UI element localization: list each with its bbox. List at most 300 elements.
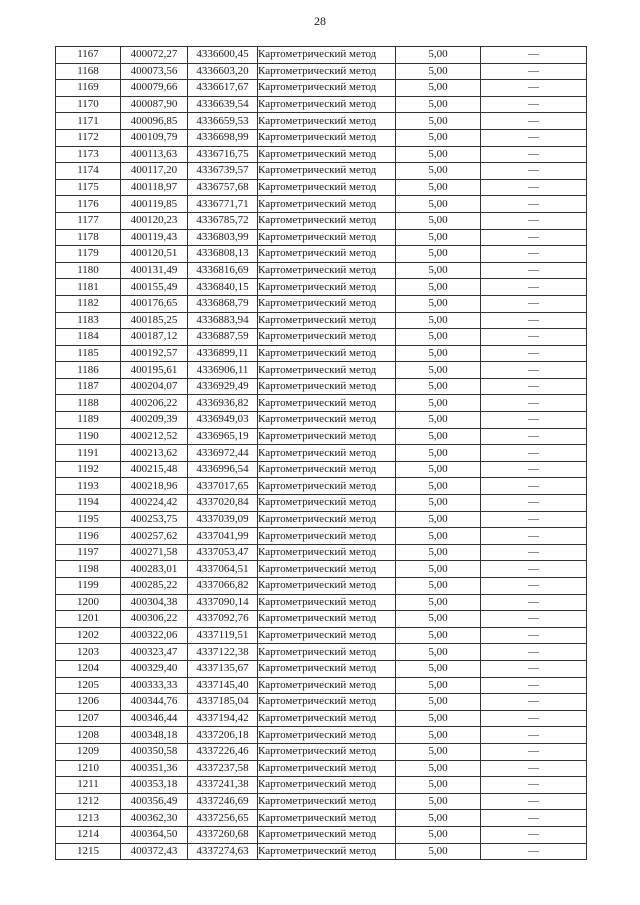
- table-row: [56, 96, 587, 113]
- point-number-cell: 1183: [56, 312, 121, 329]
- x-coordinate-cell: 400257,62: [121, 528, 188, 545]
- accuracy-cell: 5,00: [396, 511, 481, 528]
- accuracy-cell: 5,00: [396, 312, 481, 329]
- accuracy-cell: 5,00: [396, 843, 481, 860]
- x-coordinate-cell: 400120,23: [121, 212, 188, 229]
- x-coordinate-cell: 400283,01: [121, 561, 188, 578]
- y-coordinate-cell: 4336949,03: [188, 412, 258, 429]
- point-number-cell: 1196: [56, 528, 121, 545]
- method-cell: Картометрический метод: [258, 660, 396, 677]
- accuracy-cell: 5,00: [396, 395, 481, 412]
- point-number-cell: 1186: [56, 362, 121, 379]
- accuracy-cell: 5,00: [396, 345, 481, 362]
- x-coordinate-cell: 400204,07: [121, 378, 188, 395]
- method-cell: Картометрический метод: [258, 129, 396, 146]
- point-number-cell: 1203: [56, 644, 121, 661]
- y-coordinate-cell: 4336840,15: [188, 279, 258, 296]
- x-coordinate-cell: 400353,18: [121, 777, 188, 794]
- accuracy-cell: 5,00: [396, 544, 481, 561]
- table-row: [56, 279, 587, 296]
- note-cell: —: [481, 760, 587, 777]
- x-coordinate-cell: 400109,79: [121, 129, 188, 146]
- y-coordinate-cell: 4337246,69: [188, 793, 258, 810]
- page-number: 28: [314, 14, 326, 28]
- accuracy-cell: 5,00: [396, 495, 481, 512]
- point-number-cell: 1215: [56, 843, 121, 860]
- point-number-cell: 1191: [56, 445, 121, 462]
- x-coordinate-cell: 400113,63: [121, 146, 188, 163]
- accuracy-cell: 5,00: [396, 80, 481, 97]
- y-coordinate-cell: 4337256,65: [188, 810, 258, 827]
- y-coordinate-cell: 4336972,44: [188, 445, 258, 462]
- note-cell: —: [481, 528, 587, 545]
- accuracy-cell: 5,00: [396, 627, 481, 644]
- accuracy-cell: 5,00: [396, 63, 481, 80]
- table-row: [56, 113, 587, 130]
- note-cell: —: [481, 611, 587, 628]
- point-number-cell: 1175: [56, 179, 121, 196]
- method-cell: Картометрический метод: [258, 378, 396, 395]
- note-cell: —: [481, 544, 587, 561]
- note-cell: —: [481, 412, 587, 429]
- note-cell: —: [481, 594, 587, 611]
- y-coordinate-cell: 4337194,42: [188, 710, 258, 727]
- method-cell: Картометрический метод: [258, 113, 396, 130]
- method-cell: Картометрический метод: [258, 627, 396, 644]
- method-cell: Картометрический метод: [258, 47, 396, 64]
- table-row: [56, 793, 587, 810]
- table-row: [56, 212, 587, 229]
- method-cell: Картометрический метод: [258, 495, 396, 512]
- note-cell: —: [481, 561, 587, 578]
- note-cell: —: [481, 627, 587, 644]
- table-row: [56, 295, 587, 312]
- method-cell: Картометрический метод: [258, 312, 396, 329]
- table-row: [56, 395, 587, 412]
- method-cell: Картометрический метод: [258, 578, 396, 595]
- table-row: [56, 146, 587, 163]
- x-coordinate-cell: 400323,47: [121, 644, 188, 661]
- method-cell: Картометрический метод: [258, 544, 396, 561]
- table-row: [56, 378, 587, 395]
- point-number-cell: 1188: [56, 395, 121, 412]
- method-cell: Картометрический метод: [258, 710, 396, 727]
- y-coordinate-cell: 4337041,99: [188, 528, 258, 545]
- note-cell: —: [481, 47, 587, 64]
- note-cell: —: [481, 179, 587, 196]
- x-coordinate-cell: 400285,22: [121, 578, 188, 595]
- note-cell: —: [481, 163, 587, 180]
- point-number-cell: 1210: [56, 760, 121, 777]
- accuracy-cell: 5,00: [396, 760, 481, 777]
- table-row: [56, 810, 587, 827]
- table-row: [56, 312, 587, 329]
- y-coordinate-cell: 4336785,72: [188, 212, 258, 229]
- x-coordinate-cell: 400119,85: [121, 196, 188, 213]
- accuracy-cell: 5,00: [396, 578, 481, 595]
- point-number-cell: 1190: [56, 428, 121, 445]
- x-coordinate-cell: 400195,61: [121, 362, 188, 379]
- y-coordinate-cell: 4337145,40: [188, 677, 258, 694]
- note-cell: —: [481, 362, 587, 379]
- point-number-cell: 1212: [56, 793, 121, 810]
- note-cell: —: [481, 113, 587, 130]
- table-row: [56, 478, 587, 495]
- table-row: [56, 163, 587, 180]
- x-coordinate-cell: 400350,58: [121, 743, 188, 760]
- note-cell: —: [481, 345, 587, 362]
- y-coordinate-cell: 4337260,68: [188, 826, 258, 843]
- point-number-cell: 1195: [56, 511, 121, 528]
- table-row: [56, 129, 587, 146]
- x-coordinate-cell: 400131,49: [121, 262, 188, 279]
- point-number-cell: 1184: [56, 329, 121, 346]
- method-cell: Картометрический метод: [258, 843, 396, 860]
- method-cell: Картометрический метод: [258, 196, 396, 213]
- y-coordinate-cell: 4336929,49: [188, 378, 258, 395]
- method-cell: Картометрический метод: [258, 345, 396, 362]
- note-cell: —: [481, 395, 587, 412]
- table-row: [56, 578, 587, 595]
- accuracy-cell: 5,00: [396, 478, 481, 495]
- x-coordinate-cell: 400096,85: [121, 113, 188, 130]
- coordinates-table: [55, 46, 587, 860]
- accuracy-cell: 5,00: [396, 179, 481, 196]
- method-cell: Картометрический метод: [258, 677, 396, 694]
- x-coordinate-cell: 400253,75: [121, 511, 188, 528]
- method-cell: Картометрический метод: [258, 694, 396, 711]
- accuracy-cell: 5,00: [396, 196, 481, 213]
- point-number-cell: 1197: [56, 544, 121, 561]
- note-cell: —: [481, 478, 587, 495]
- x-coordinate-cell: 400304,38: [121, 594, 188, 611]
- y-coordinate-cell: 4336617,67: [188, 80, 258, 97]
- method-cell: Картометрический метод: [258, 412, 396, 429]
- accuracy-cell: 5,00: [396, 826, 481, 843]
- accuracy-cell: 5,00: [396, 295, 481, 312]
- y-coordinate-cell: 4337135,67: [188, 660, 258, 677]
- x-coordinate-cell: 400351,36: [121, 760, 188, 777]
- note-cell: —: [481, 578, 587, 595]
- point-number-cell: 1182: [56, 295, 121, 312]
- note-cell: —: [481, 793, 587, 810]
- y-coordinate-cell: 4337122,38: [188, 644, 258, 661]
- table-row: [56, 329, 587, 346]
- table-row: [56, 362, 587, 379]
- point-number-cell: 1198: [56, 561, 121, 578]
- point-number-cell: 1208: [56, 727, 121, 744]
- accuracy-cell: 5,00: [396, 810, 481, 827]
- x-coordinate-cell: 400329,40: [121, 660, 188, 677]
- y-coordinate-cell: 4336816,69: [188, 262, 258, 279]
- accuracy-cell: 5,00: [396, 727, 481, 744]
- point-number-cell: 1170: [56, 96, 121, 113]
- y-coordinate-cell: 4336603,20: [188, 63, 258, 80]
- accuracy-cell: 5,00: [396, 262, 481, 279]
- accuracy-cell: 5,00: [396, 428, 481, 445]
- y-coordinate-cell: 4337237,58: [188, 760, 258, 777]
- y-coordinate-cell: 4337090,14: [188, 594, 258, 611]
- x-coordinate-cell: 400192,57: [121, 345, 188, 362]
- note-cell: —: [481, 777, 587, 794]
- table-row: [56, 843, 587, 860]
- accuracy-cell: 5,00: [396, 561, 481, 578]
- method-cell: Картометрический метод: [258, 561, 396, 578]
- y-coordinate-cell: 4336739,57: [188, 163, 258, 180]
- method-cell: Картометрический метод: [258, 594, 396, 611]
- table-row: [56, 544, 587, 561]
- table-row: [56, 445, 587, 462]
- method-cell: Картометрический метод: [258, 826, 396, 843]
- note-cell: —: [481, 246, 587, 263]
- point-number-cell: 1171: [56, 113, 121, 130]
- point-number-cell: 1180: [56, 262, 121, 279]
- x-coordinate-cell: 400212,52: [121, 428, 188, 445]
- point-number-cell: 1205: [56, 677, 121, 694]
- table-row: [56, 611, 587, 628]
- table-row: [56, 345, 587, 362]
- x-coordinate-cell: 400072,27: [121, 47, 188, 64]
- method-cell: Картометрический метод: [258, 511, 396, 528]
- table-row: [56, 428, 587, 445]
- method-cell: Картометрический метод: [258, 445, 396, 462]
- accuracy-cell: 5,00: [396, 677, 481, 694]
- x-coordinate-cell: 400185,25: [121, 312, 188, 329]
- accuracy-cell: 5,00: [396, 129, 481, 146]
- y-coordinate-cell: 4336906,11: [188, 362, 258, 379]
- method-cell: Картометрический метод: [258, 146, 396, 163]
- y-coordinate-cell: 4336600,45: [188, 47, 258, 64]
- accuracy-cell: 5,00: [396, 777, 481, 794]
- accuracy-cell: 5,00: [396, 594, 481, 611]
- y-coordinate-cell: 4337039,09: [188, 511, 258, 528]
- method-cell: Картометрический метод: [258, 777, 396, 794]
- table-row: [56, 826, 587, 843]
- x-coordinate-cell: 400206,22: [121, 395, 188, 412]
- accuracy-cell: 5,00: [396, 246, 481, 263]
- y-coordinate-cell: 4337066,82: [188, 578, 258, 595]
- method-cell: Картометрический метод: [258, 262, 396, 279]
- accuracy-cell: 5,00: [396, 611, 481, 628]
- accuracy-cell: 5,00: [396, 229, 481, 246]
- x-coordinate-cell: 400218,96: [121, 478, 188, 495]
- table-row: [56, 511, 587, 528]
- y-coordinate-cell: 4336899,11: [188, 345, 258, 362]
- accuracy-cell: 5,00: [396, 113, 481, 130]
- note-cell: —: [481, 80, 587, 97]
- x-coordinate-cell: 400224,42: [121, 495, 188, 512]
- method-cell: Картометрический метод: [258, 644, 396, 661]
- x-coordinate-cell: 400346,44: [121, 710, 188, 727]
- note-cell: —: [481, 843, 587, 860]
- method-cell: Картометрический метод: [258, 80, 396, 97]
- note-cell: —: [481, 445, 587, 462]
- y-coordinate-cell: 4336757,68: [188, 179, 258, 196]
- coordinates-table-body: [56, 47, 587, 860]
- table-row: [56, 528, 587, 545]
- table-row: [56, 412, 587, 429]
- note-cell: —: [481, 295, 587, 312]
- point-number-cell: 1213: [56, 810, 121, 827]
- x-coordinate-cell: 400120,51: [121, 246, 188, 263]
- table-row: [56, 47, 587, 64]
- accuracy-cell: 5,00: [396, 743, 481, 760]
- y-coordinate-cell: 4336716,75: [188, 146, 258, 163]
- method-cell: Картометрический метод: [258, 810, 396, 827]
- table-row: [56, 246, 587, 263]
- accuracy-cell: 5,00: [396, 329, 481, 346]
- point-number-cell: 1174: [56, 163, 121, 180]
- x-coordinate-cell: 400215,48: [121, 461, 188, 478]
- point-number-cell: 1189: [56, 412, 121, 429]
- y-coordinate-cell: 4336936,82: [188, 395, 258, 412]
- x-coordinate-cell: 400356,49: [121, 793, 188, 810]
- y-coordinate-cell: 4337226,46: [188, 743, 258, 760]
- point-number-cell: 1173: [56, 146, 121, 163]
- accuracy-cell: 5,00: [396, 644, 481, 661]
- method-cell: Картометрический метод: [258, 163, 396, 180]
- note-cell: —: [481, 129, 587, 146]
- method-cell: Картометрический метод: [258, 295, 396, 312]
- note-cell: —: [481, 694, 587, 711]
- table-row: [56, 644, 587, 661]
- point-number-cell: 1200: [56, 594, 121, 611]
- table-row: [56, 229, 587, 246]
- y-coordinate-cell: 4337274,63: [188, 843, 258, 860]
- table-row: [56, 777, 587, 794]
- x-coordinate-cell: 400117,20: [121, 163, 188, 180]
- table-row: [56, 710, 587, 727]
- note-cell: —: [481, 329, 587, 346]
- x-coordinate-cell: 400209,39: [121, 412, 188, 429]
- accuracy-cell: 5,00: [396, 793, 481, 810]
- table-row: [56, 727, 587, 744]
- accuracy-cell: 5,00: [396, 146, 481, 163]
- note-cell: —: [481, 312, 587, 329]
- accuracy-cell: 5,00: [396, 445, 481, 462]
- note-cell: —: [481, 279, 587, 296]
- y-coordinate-cell: 4336883,94: [188, 312, 258, 329]
- point-number-cell: 1206: [56, 694, 121, 711]
- y-coordinate-cell: 4336996,54: [188, 461, 258, 478]
- accuracy-cell: 5,00: [396, 163, 481, 180]
- table-row: [56, 760, 587, 777]
- method-cell: Картометрический метод: [258, 96, 396, 113]
- x-coordinate-cell: 400362,30: [121, 810, 188, 827]
- table-row: [56, 561, 587, 578]
- y-coordinate-cell: 4337206,18: [188, 727, 258, 744]
- point-number-cell: 1176: [56, 196, 121, 213]
- y-coordinate-cell: 4337053,47: [188, 544, 258, 561]
- method-cell: Картометрический метод: [258, 793, 396, 810]
- y-coordinate-cell: 4336771,71: [188, 196, 258, 213]
- note-cell: —: [481, 428, 587, 445]
- note-cell: —: [481, 262, 587, 279]
- x-coordinate-cell: 400364,50: [121, 826, 188, 843]
- note-cell: —: [481, 660, 587, 677]
- point-number-cell: 1168: [56, 63, 121, 80]
- point-number-cell: 1172: [56, 129, 121, 146]
- point-number-cell: 1211: [56, 777, 121, 794]
- table-row: [56, 196, 587, 213]
- accuracy-cell: 5,00: [396, 528, 481, 545]
- method-cell: Картометрический метод: [258, 279, 396, 296]
- note-cell: —: [481, 378, 587, 395]
- accuracy-cell: 5,00: [396, 362, 481, 379]
- note-cell: —: [481, 710, 587, 727]
- method-cell: Картометрический метод: [258, 395, 396, 412]
- note-cell: —: [481, 826, 587, 843]
- point-number-cell: 1181: [56, 279, 121, 296]
- x-coordinate-cell: 400344,76: [121, 694, 188, 711]
- method-cell: Картометрический метод: [258, 727, 396, 744]
- note-cell: —: [481, 677, 587, 694]
- method-cell: Картометрический метод: [258, 229, 396, 246]
- y-coordinate-cell: 4337064,51: [188, 561, 258, 578]
- accuracy-cell: 5,00: [396, 660, 481, 677]
- accuracy-cell: 5,00: [396, 96, 481, 113]
- x-coordinate-cell: 400213,62: [121, 445, 188, 462]
- table-row: [56, 495, 587, 512]
- method-cell: Картометрический метод: [258, 212, 396, 229]
- x-coordinate-cell: 400322,06: [121, 627, 188, 644]
- accuracy-cell: 5,00: [396, 279, 481, 296]
- note-cell: —: [481, 63, 587, 80]
- accuracy-cell: 5,00: [396, 710, 481, 727]
- y-coordinate-cell: 4336639,54: [188, 96, 258, 113]
- method-cell: Картометрический метод: [258, 461, 396, 478]
- method-cell: Картометрический метод: [258, 611, 396, 628]
- accuracy-cell: 5,00: [396, 47, 481, 64]
- note-cell: —: [481, 196, 587, 213]
- note-cell: —: [481, 212, 587, 229]
- point-number-cell: 1187: [56, 378, 121, 395]
- x-coordinate-cell: 400306,22: [121, 611, 188, 628]
- method-cell: Картометрический метод: [258, 246, 396, 263]
- accuracy-cell: 5,00: [396, 412, 481, 429]
- table-row: [56, 80, 587, 97]
- note-cell: —: [481, 727, 587, 744]
- accuracy-cell: 5,00: [396, 378, 481, 395]
- note-cell: —: [481, 146, 587, 163]
- y-coordinate-cell: 4336803,99: [188, 229, 258, 246]
- point-number-cell: 1169: [56, 80, 121, 97]
- x-coordinate-cell: 400187,12: [121, 329, 188, 346]
- point-number-cell: 1179: [56, 246, 121, 263]
- table-row: [56, 660, 587, 677]
- table-row: [56, 627, 587, 644]
- y-coordinate-cell: 4336965,19: [188, 428, 258, 445]
- table-row: [56, 262, 587, 279]
- accuracy-cell: 5,00: [396, 461, 481, 478]
- y-coordinate-cell: 4337119,51: [188, 627, 258, 644]
- table-row: [56, 743, 587, 760]
- y-coordinate-cell: 4337020,84: [188, 495, 258, 512]
- note-cell: —: [481, 96, 587, 113]
- point-number-cell: 1204: [56, 660, 121, 677]
- point-number-cell: 1178: [56, 229, 121, 246]
- x-coordinate-cell: 400119,43: [121, 229, 188, 246]
- note-cell: —: [481, 461, 587, 478]
- point-number-cell: 1177: [56, 212, 121, 229]
- method-cell: Картометрический метод: [258, 329, 396, 346]
- point-number-cell: 1202: [56, 627, 121, 644]
- y-coordinate-cell: 4337185,04: [188, 694, 258, 711]
- table-row: [56, 594, 587, 611]
- x-coordinate-cell: 400079,66: [121, 80, 188, 97]
- y-coordinate-cell: 4336868,79: [188, 295, 258, 312]
- point-number-cell: 1167: [56, 47, 121, 64]
